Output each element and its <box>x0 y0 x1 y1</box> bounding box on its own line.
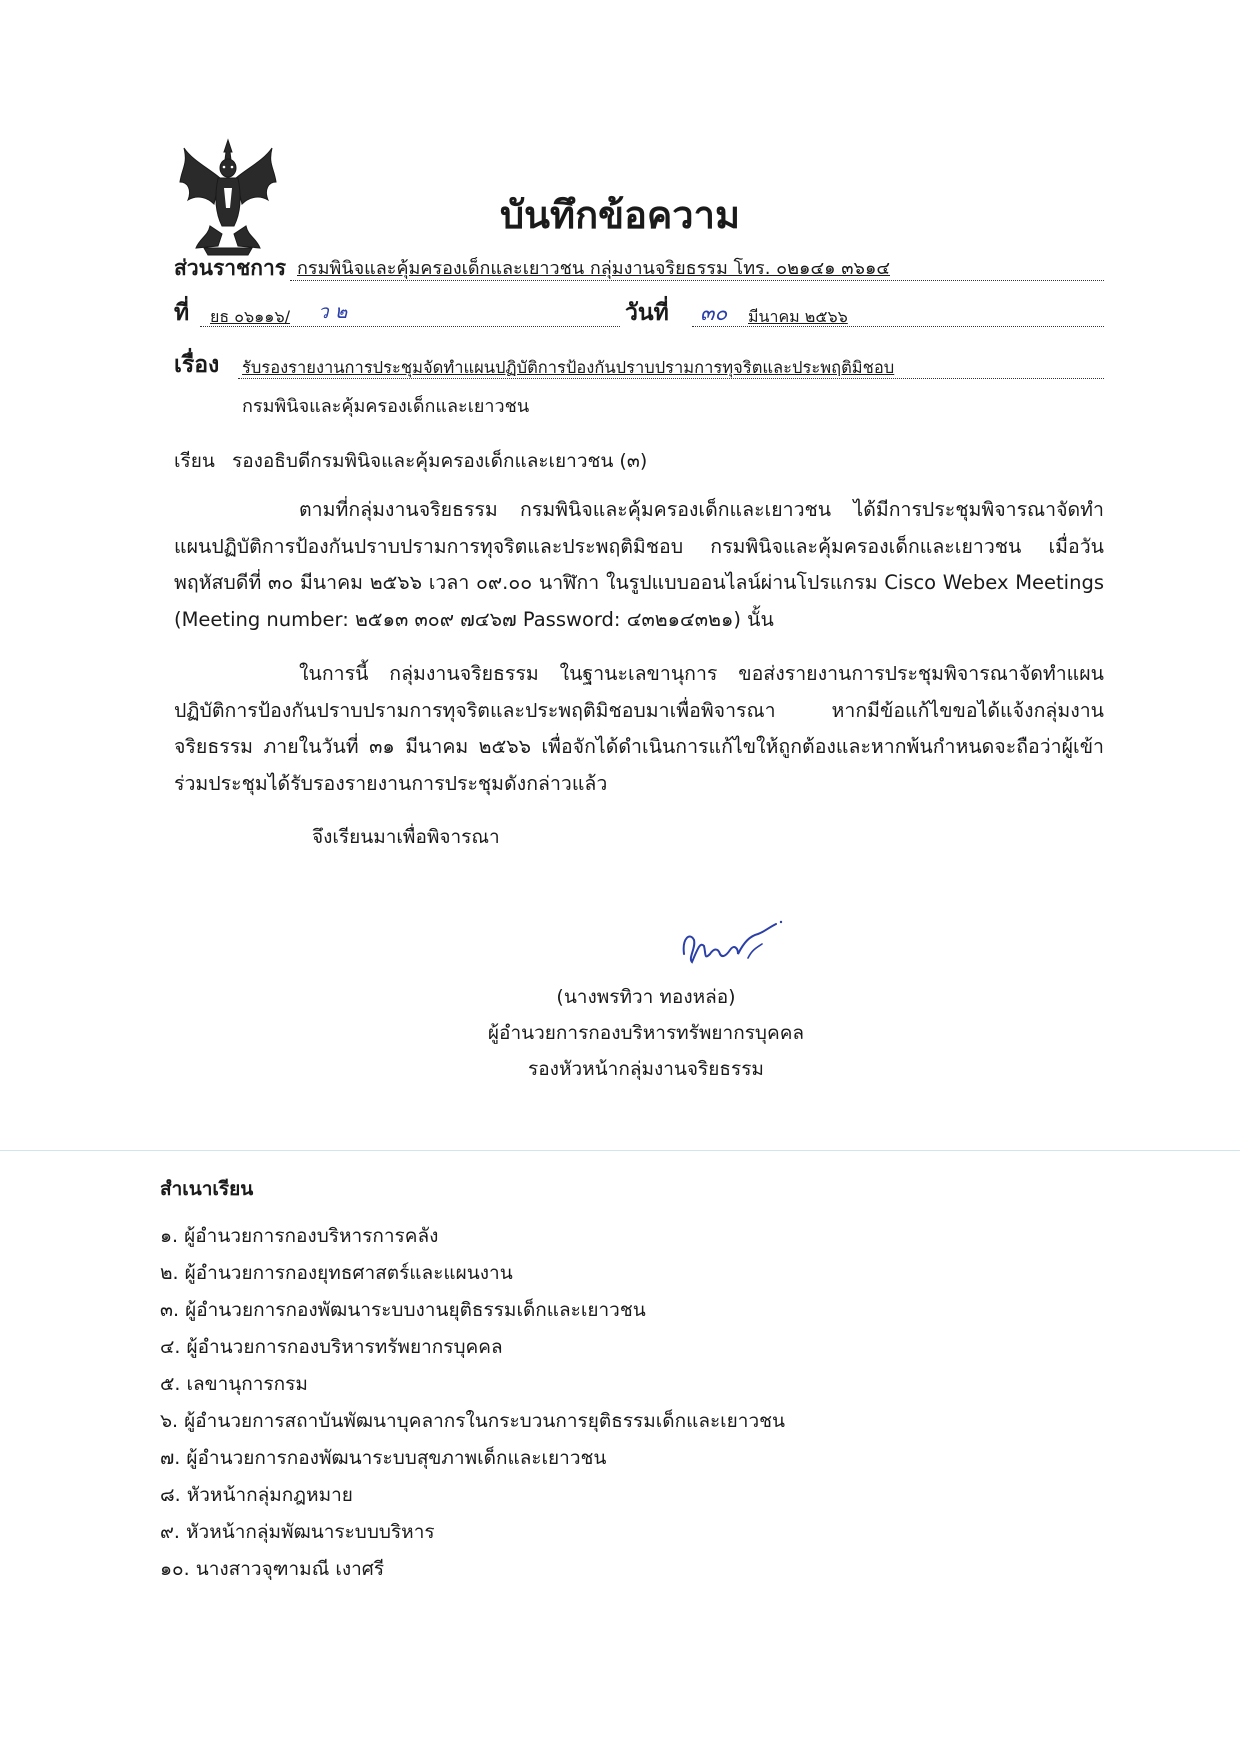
ref-value: ยธ ๐๖๑๑๖/ <box>210 307 291 326</box>
agency-line <box>290 280 1104 281</box>
copy-item: ๓. ผู้อำนวยการกองพัฒนาระบบงานยุติธรรมเด็กและเยาวชน <box>160 1299 646 1321</box>
copy-item: ๑. ผู้อำนวยการกองบริหารการคลัง <box>160 1225 439 1247</box>
copy-item: ๖. ผู้อำนวยการสถาบันพัฒนาบุคลากรในกระบวนการยุติธรรมเด็กและเยาวชน <box>160 1410 786 1432</box>
copies-heading: สำเนาเรียน <box>160 1178 254 1200</box>
signatory-position-2: รองหัวหน้ากลุ่มงานจริยธรรม <box>528 1058 764 1080</box>
closing-text: จึงเรียนมาเพื่อพิจารณา <box>312 826 500 848</box>
body-paragraph-1 <box>174 492 1104 638</box>
date-day-handwritten: ๓๐ <box>700 301 728 325</box>
copy-item: ๙. หัวหน้ากลุ่มพัฒนาระบบบริหาร <box>160 1521 435 1543</box>
subject-label: เรื่อง <box>174 352 220 378</box>
copy-item: ๗. ผู้อำนวยการกองพัฒนาระบบสุขภาพเด็กและเยาวชน <box>160 1447 607 1469</box>
subject-line-2: กรมพินิจและคุ้มครองเด็กและเยาวชน <box>242 396 530 417</box>
date-label: วันที่ <box>625 300 669 326</box>
copy-item: ๔. ผู้อำนวยการกองบริหารทรัพยากรบุคคล <box>160 1336 503 1358</box>
page-title: บันทึกข้อความ <box>499 193 741 237</box>
ref-label: ที่ <box>174 300 190 326</box>
subject-line <box>238 378 1104 379</box>
subject-line-1: รับรองรายงานการประชุมจัดทำแผนปฏิบัติการป้องกันปราบปรามการทุจริตและประพฤติมิชอบ <box>242 358 895 377</box>
copy-item: ๕. เลขานุการกรม <box>160 1373 308 1395</box>
addressee-label: เรียน <box>174 450 215 472</box>
date-value: มีนาคม ๒๕๖๖ <box>748 307 848 326</box>
copies-list <box>160 1218 785 1588</box>
agency-value: กรมพินิจและคุ้มครองเด็กและเยาวชน กลุ่มงานจริยธรรม โทร. ๐๒๑๔๑ ๓๖๑๔ <box>297 258 890 279</box>
copy-item: ๒. ผู้อำนวยการกองยุทธศาสตร์และแผนงาน <box>160 1262 513 1284</box>
ref-handwritten: ว ๒ <box>318 301 348 323</box>
body-paragraph-2-text: ในการนี้ กลุ่มงานจริยธรรม ในฐานะเลขานุการ ขอส่งรายงานการประชุมพิจารณาจัดทำแผนปฏิบัติการป้องกันปราบปรามการทุจริตและประพฤติมิชอบมาเพื่อพิจารณา หากมีข้อแก้ไขขอได้แจ้งกลุ่มงานจริยธรรม ภายในวันที่ ๓๑ มีนาคม ๒๕๖๖ เพื่อจักได้ดำเนินการแก้ไขให้ถูกต้องและหากพ้นกำหนดจะถือว่าผู้เข้าร่วมประชุมได้รับรองรายงานการประชุมดังกล่าวแล้ว <box>174 662 1104 795</box>
handwritten-signature <box>678 918 788 968</box>
scan-divider <box>0 1150 1240 1151</box>
signatory-name: (นางพรทิวา ทองหล่อ) <box>556 986 736 1008</box>
ref-line <box>200 326 620 327</box>
body-paragraph-1-text: ตามที่กลุ่มงานจริยธรรม กรมพินิจและคุ้มครองเด็กและเยาวชน ได้มีการประชุมพิจารณาจัดทำแผนปฏิบัติการป้องกันปราบปรามการทุจริตและประพฤติมิชอบ กรมพินิจและคุ้มครองเด็กและเยาวชน เมื่อวันพฤหัสบดีที่ ๓๐ มีนาคม ๒๕๖๖ เวลา ๐๙.๐๐ นาฬิกา ในรูปแบบออนไลน์ผ่านโปรแกรม Cisco Webex Meetings (Meeting number: ๒๕๑๓ ๓๐๙ ๗๔๖๗ Password: ๔๓๒๑๔๓๒๑) นั้น <box>174 498 1104 631</box>
copy-item: ๑๐. นางสาวจุฑามณี เงาศรี <box>160 1558 385 1580</box>
body-paragraph-2 <box>174 656 1104 802</box>
addressee-value: รองอธิบดีกรมพินิจและคุ้มครองเด็กและเยาวชน (๓) <box>232 450 648 472</box>
date-line <box>692 326 1104 327</box>
signatory-position-1: ผู้อำนวยการกองบริหารทรัพยากรบุคคล <box>487 1022 805 1044</box>
copy-item: ๘. หัวหน้ากลุ่มกฎหมาย <box>160 1484 353 1506</box>
agency-label: ส่วนราชการ <box>174 256 287 280</box>
